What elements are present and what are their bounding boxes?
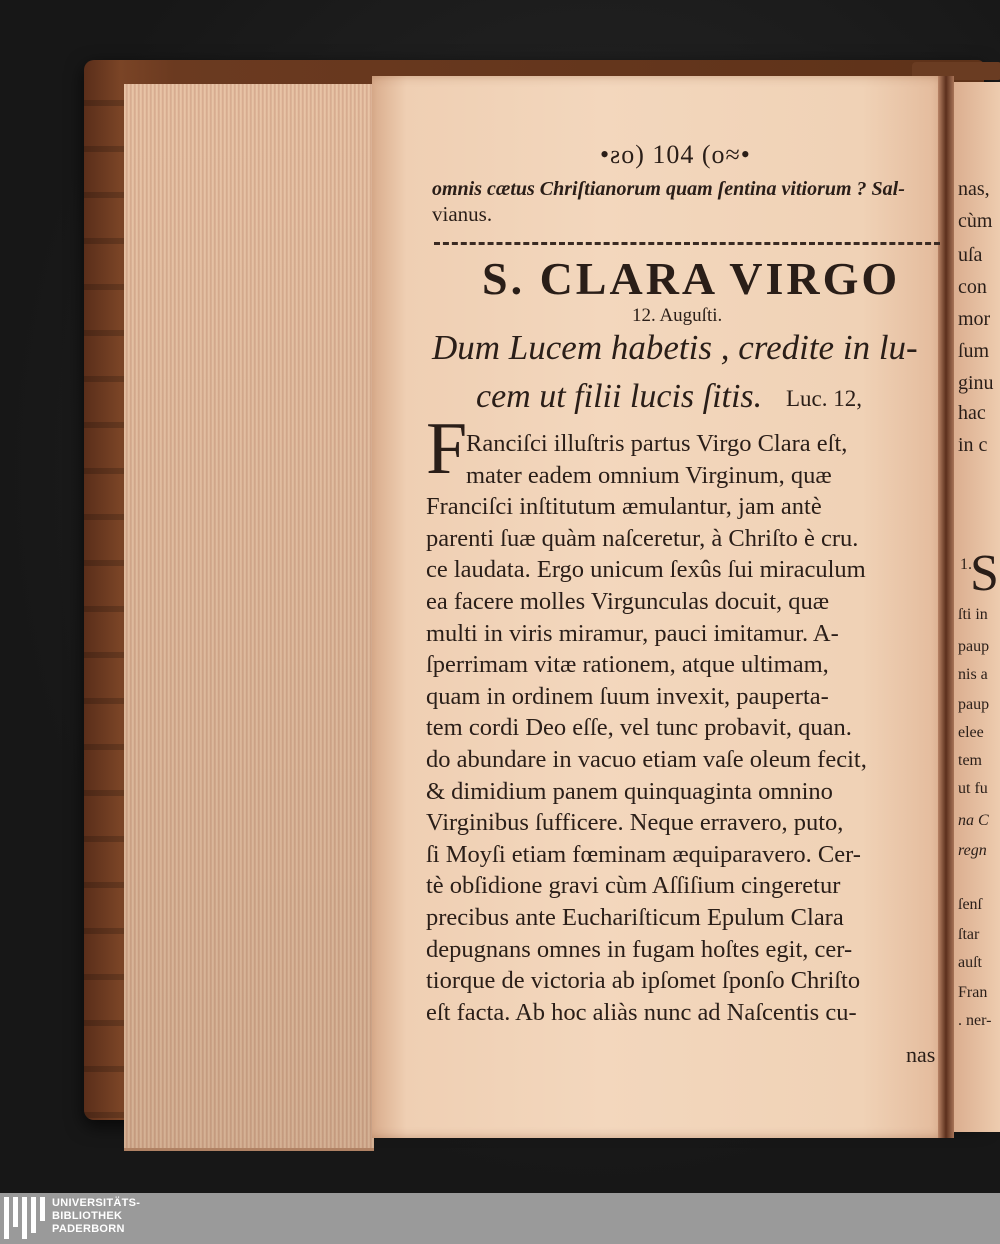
right-page-line: ſum [958,340,990,362]
right-page-line: nas, [958,178,990,200]
library-footer-banner [0,1193,1000,1244]
right-page-line: ſti in [958,606,988,623]
motto-reference: Luc. 12, [786,386,863,411]
section-heading: S. CLARA VIRGO [482,253,901,304]
body-line: ce laudata. Ergo unicum ſexûs ſui miraculum [426,556,866,584]
catchword: nas [906,1042,936,1067]
right-page-line: tem [958,752,982,769]
drop-cap: F [426,408,468,490]
right-page-line: na C [958,812,989,829]
body-line: do abundare in vacuo etiam vaſe oleum fecit, [426,745,867,773]
body-line: tè obſidione gravi cùm Aſſiſium cingeretur [426,872,841,900]
right-page-line: regn [958,842,987,859]
body-line: parenti ſuæ quàm naſceretur, à Chriſto è cru. [426,524,859,552]
right-page-line: ginu [958,372,994,394]
body-line: Franciſci inſtitutum æmulantur, jam antè [426,493,822,521]
body-line: ſi Moyſi etiam fœminam æquiparavero. Cer- [426,840,861,868]
body-line: Virginibus ſufficere. Neque erravero, puto, [426,809,844,837]
body-line: precibus ante Euchariſticum Epulum Clara [426,903,844,931]
running-head: •ƨo) 104 (o≈• [600,140,751,169]
right-page-line: mor [958,308,991,330]
right-page-line: elee [958,724,984,741]
body-line: ſperrimam vitæ rationem, atque ultimam, [426,651,829,679]
feast-date: 12. Auguſti. [632,305,723,326]
right-page-line: ſtar [958,926,980,943]
right-page-line: con [958,276,987,298]
body-line: tem cordi Deo eſſe, vel tunc probavit, quan. [426,714,852,742]
right-page-line: . ner- [958,1012,992,1029]
quote-line-2: vianus. [432,202,493,226]
library-name-line: UNIVERSITÄTS- [52,1197,141,1209]
body-line: mater eadem omnium Virginum, quæ [466,461,832,489]
body-line: quam in ordinem ſuum invexit, pauperta- [426,682,829,710]
right-page-initial-mark: 1. [960,556,972,573]
page-edges-shade [124,84,374,1148]
right-page-line: uſa [958,244,983,266]
library-logo-icon [4,1197,44,1239]
quote-line-1: omnis cætus Chriſtianorum quam ſentina vitiorum ? Sal- [432,178,905,200]
right-page-line: paup [958,638,990,655]
right-page-line: in c [958,434,988,456]
body-line: tiorque de victoria ab ipſomet ſponſo Chriſto [426,967,861,995]
library-name-line: BIBLIOTHEK [52,1210,123,1222]
body-line: ea facere molles Virgunculas docuit, quæ [426,587,830,615]
motto-line-1: Dum Lucem habetis , credite in lu- [432,328,918,367]
body-text [426,428,946,1028]
motto-line-2: cem ut filii lucis ſitis. [476,378,763,415]
right-page-line: auſt [958,954,982,971]
right-page-line: cùm [958,210,993,232]
body-line: multi in viris miramur, pauci imitamur. A- [426,619,839,647]
right-page-line: ut fu [958,780,988,797]
body-line: & dimidium panem quinquaginta omnino [426,777,833,805]
body-line: depugnans omnes in fugam hoſtes egit, cer- [426,935,853,963]
body-line: Ranciſci illuſtris partus Virgo Clara eſt, [466,430,848,457]
right-page-initial: S [970,545,999,602]
right-page-line: hac [958,402,986,424]
right-page-line: nis a [958,666,988,683]
right-page-line: Fran [958,984,988,1001]
library-name [52,1197,140,1236]
library-name-line: PADERBORN [52,1223,125,1235]
right-page-line: ſenſ [958,896,982,913]
body-line: eſt facta. Ab hoc aliàs nunc ad Naſcentis cu- [426,998,857,1026]
section-rule [434,242,940,245]
right-page-line: paup [958,696,990,713]
